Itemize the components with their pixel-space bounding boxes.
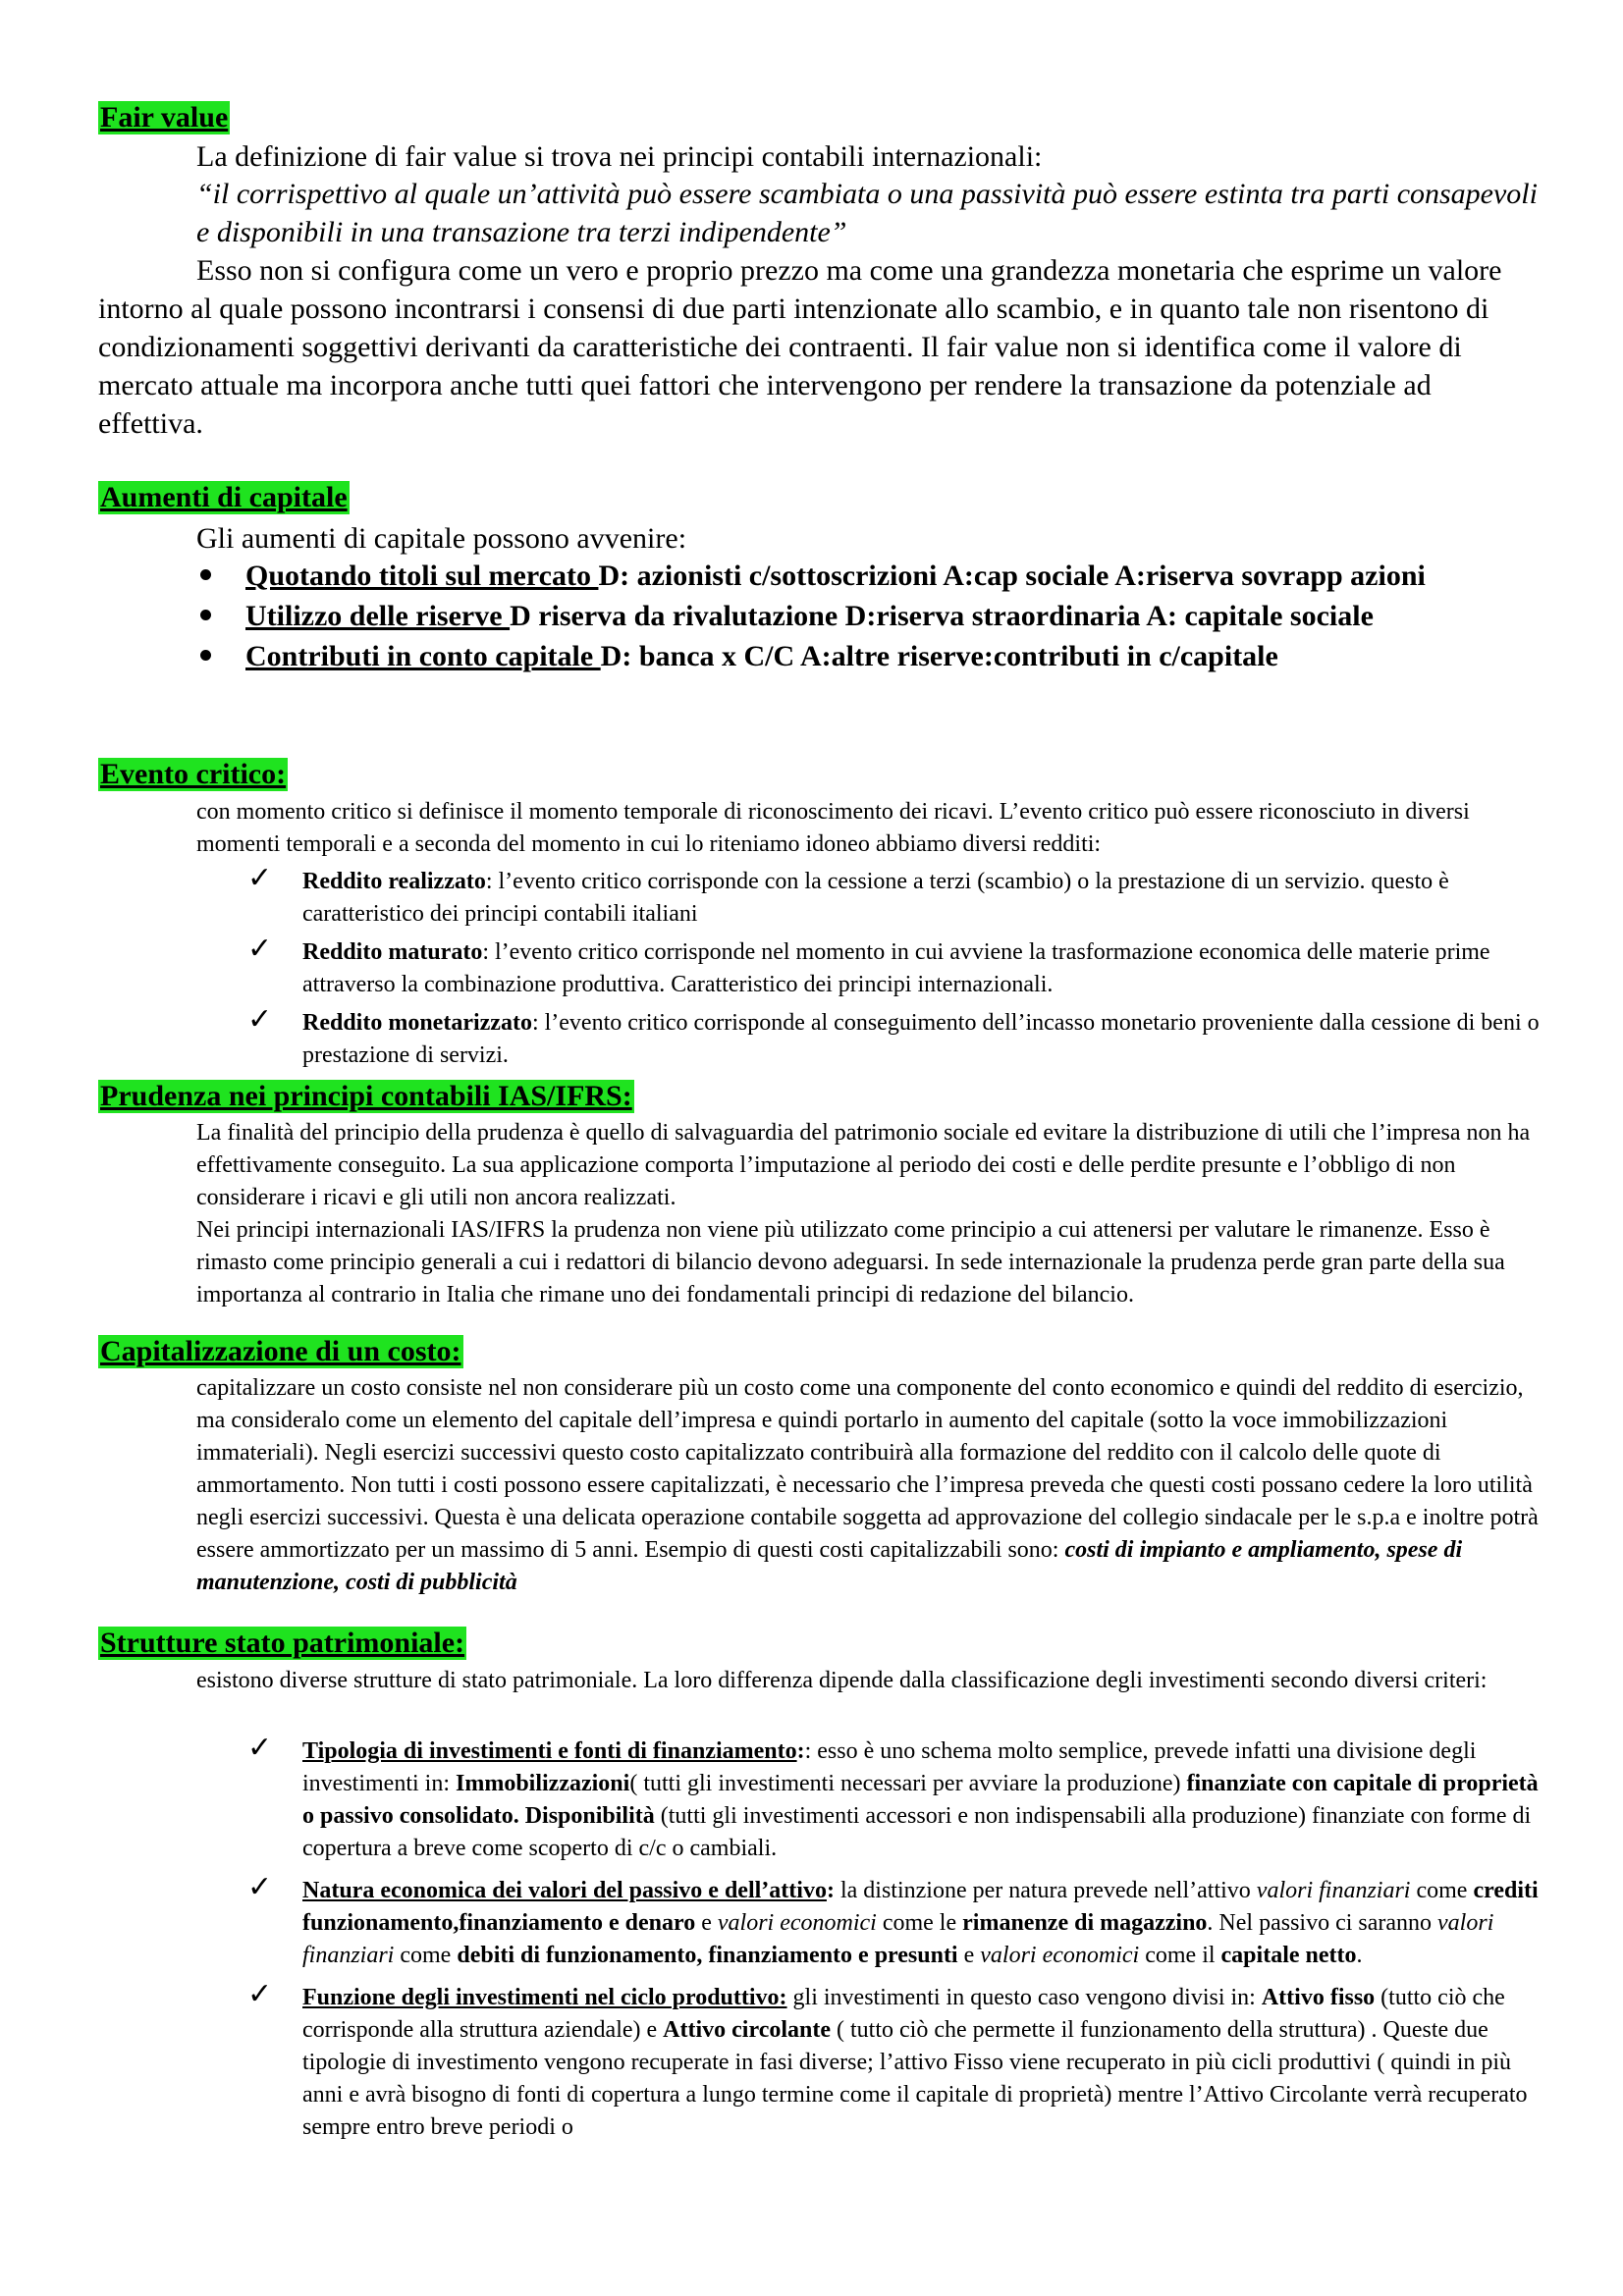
aumenti-intro: Gli aumenti di capitale possono avvenire:: [196, 522, 687, 555]
list-item-text: D riserva da rivalutazione D:riserva straordinaria A: capitale sociale: [510, 600, 1374, 632]
list-item: [196, 596, 1551, 636]
capitalizzazione-examples: costi di impianto e ampliamento, spese di manutenzione, costi di pubblicità: [196, 1537, 1463, 1595]
bold-term: crediti funzionamento,finanziamento e denaro: [302, 1878, 1539, 1936]
fair-value-intro: La definizione di fair value si trova nei principi contabili internazionali:: [196, 140, 1043, 173]
term-text: : l’evento critico corrisponde con la cessione a terzi (scambio) o la prestazione di un servizio. questo è caratteristico dei principi contabili italiani: [302, 869, 1449, 927]
bold-term: rimanenze di magazzino: [962, 1910, 1208, 1936]
evento-list: [245, 861, 1546, 1072]
text: gli investimenti in questo caso vengono divisi in:: [786, 1985, 1262, 2010]
term-text: : l’evento critico corrisponde nel momento in cui avviene la trasformazione economica delle materie prime attraverso la combinazione produttiva. Caratteristico dei principi internazionali.: [302, 939, 1490, 997]
capitalizzazione-body: capitalizzare un costo consiste nel non considerare più un costo come una componente del conto economico e quindi del reddito di esercizio, ma consideralo come un elemento del capitale dell’impresa e quindi portarlo in aumento del capitale (sotto la voce immobilizzazioni immateriali). Negli esercizi successivi questo costo capitalizzato contribuirà alla formazione del reddito con il calcolo delle quote di ammortamento. Non tutti i costi possono essere capitalizzati, è necessario che l’impresa preveda che questi costi possano cedere la loro utilità negli esercizi successivi. Questa è una delicata operazione contabile soggetta ad approvazione del collegio sindacale per le s.p.a e inoltre potrà essere ammortizzato per un massimo di 5 anni. Esempio di questi costi capitalizzabili sono:: [196, 1375, 1539, 1563]
strutture-intro: esistono diverse strutture di stato patrimoniale. La loro differenza dipende dalla classificazione degli investimenti secondo diversi criteri:: [196, 1668, 1488, 1693]
list-item: [196, 636, 1551, 676]
bold-term: Attivo circolante: [663, 2017, 832, 2043]
checkmark-icon: ✓: [247, 861, 273, 895]
item-title: Natura economica dei valori del passivo e dell’attivo: [302, 1878, 827, 1903]
fair-value-quote: “il corrispettivo al quale un’attività può essere scambiata o una passività può essere estinta tra parti consapevoli e disponibili in una transazione tra terzi indipendente”: [196, 178, 1538, 248]
text: come: [394, 1943, 458, 1968]
text: : esso è uno schema molto semplice, prevede infatti una divisione degli investimenti in:: [302, 1738, 1477, 1796]
term: Reddito maturato: [302, 939, 483, 965]
heading-fair-value: Fair value: [100, 101, 229, 133]
text: e: [957, 1943, 981, 1968]
term: Reddito monetarizzato: [302, 1010, 532, 1036]
list-item: ✓ Tipologia di investimenti e fonti di finanziamento:: esso è uno schema molto semplice, prevede infatti una divisione degli investimenti in: Immobilizzazioni( tutti gli investimenti necessari per avviare la produzione) finanziate con capitale di proprietà o passivo consolidato. Disponibilità (tutti gli investimenti accessori e non indispensabili alla produzione) finanziate con forme di copertura a breve come scoperto di c/c o cambiali.: [247, 1731, 1539, 1861]
text: (tutti gli investimenti accessori e non indispensabili alla produzione) finanziate con forme di copertura a breve come scoperto di c/c o cambiali.: [302, 1803, 1532, 1861]
bold-term: Immobilizzazioni: [456, 1771, 630, 1796]
text: come: [1410, 1878, 1474, 1903]
checkmark-icon: ✓: [247, 932, 273, 966]
heading-evento-critico: Evento critico:: [100, 758, 287, 790]
text: come le: [876, 1910, 963, 1936]
prudenza-p2: Nei principi internazionali IAS/IFRS la prudenza non viene più utilizzato come principio a cui attenersi per valutare le rimanenze. Esso è rimasto come principio generali a cui i redattori di bilancio devono adeguarsi. In sede internazionale la prudenza perde gran parte della sua importanza al contrario in Italia che rimane uno dei fondamentali principi di redazione del bilancio.: [196, 1217, 1505, 1308]
list-item-text: D: azionisti c/sottoscrizioni A:cap sociale A:riserva sovrapp azioni: [598, 560, 1426, 592]
text: (tutto ciò che corrisponde alla struttura aziendale) e: [302, 1985, 1505, 2043]
italic-term: valori economici: [980, 1943, 1140, 1968]
checkmark-icon: ✓: [247, 1002, 273, 1037]
text: come il: [1139, 1943, 1221, 1968]
item-title: Funzione degli investimenti nel ciclo produttivo:: [302, 1985, 787, 2010]
fair-value-body: Esso non si configura come un vero e proprio prezzo ma come una grandezza monetaria che esprime un valore intorno al quale possono incontrarsi i consensi di due parti intenzionate allo scambio, e in quanto tale non risentono di condizionamenti soggettivi derivanti da caratteristiche dei contraenti. Il fair value non si identifica come il valore di mercato attuale ma incorpora anche tutti quei fattori che intervengono per rendere la transazione da potenziale ad effettiva.: [98, 254, 1502, 440]
list-item-label: Contributi in conto capitale: [245, 640, 601, 672]
italic-term: valori finanziari: [1256, 1878, 1411, 1903]
list-item: [245, 932, 1546, 1001]
list-item-label: Utilizzo delle riserve: [245, 600, 511, 632]
strutture-list: [245, 1731, 1546, 2144]
list-item: ✓ Natura economica dei valori del passivo e dell’attivo: la distinzione per natura prevede nell’attivo valori finanziari come crediti funzionamento,finanziamento e denaro e valori economici come le rimanenze di magazzino. Nel passivo ci saranno valori finanziari come debiti di funzionamento, finanziamento e presunti e valori economici come il capitale netto.: [247, 1870, 1539, 1968]
italic-term: valori finanziari: [302, 1910, 1494, 1968]
text: ( tutti gli investimenti necessari per avviare la produzione): [629, 1771, 1187, 1796]
bold-term: capitale netto: [1220, 1943, 1357, 1968]
term: Reddito realizzato: [302, 869, 486, 894]
bold-term: Attivo fisso: [1261, 1985, 1376, 2010]
item-title: Tipologia di investimenti e fonti di finanziamento: [302, 1738, 797, 1764]
list-item-text: D: banca x C/C A:altre riserve:contributi in c/capitale: [600, 640, 1278, 672]
capitalizzazione-text: [196, 1372, 1542, 1599]
heading-aumenti-capitale: Aumenti di capitale: [100, 481, 348, 513]
checkmark-icon: ✓: [247, 1870, 273, 1904]
aumenti-list: [196, 556, 1551, 676]
text: .: [1356, 1943, 1363, 1968]
text: . Nel passivo ci saranno: [1207, 1910, 1438, 1936]
checkmark-icon: ✓: [247, 1977, 273, 2011]
text: e: [695, 1910, 718, 1936]
heading-prudenza: Prudenza nei principi contabili IAS/IFRS:: [100, 1080, 632, 1112]
heading-strutture: Strutture stato patrimoniale:: [100, 1627, 465, 1659]
heading-capitalizzazione: Capitalizzazione di un costo:: [100, 1335, 461, 1367]
bold-term: finanziate con capitale di proprietà o passivo consolidato. Disponibilità: [302, 1771, 1539, 1829]
list-item-label: Quotando titoli sul mercato: [245, 560, 599, 592]
evento-intro: con momento critico si definisce il momento temporale di riconoscimento dei ricavi. L’evento critico può essere riconosciuto in diversi momenti temporali e a seconda del momento in cui lo riteniamo idoneo abbiamo diversi redditi:: [196, 799, 1470, 857]
list-item: [245, 1977, 1546, 2144]
text: la distinzione per natura prevede nell’attivo: [834, 1878, 1257, 1903]
prudenza-p1: La finalità del principio della prudenza è quello di salvaguardia del patrimonio sociale ed evitare la distribuzione di utili che l’impresa non ha effettivamente conseguito. La sua applicazione comporta l’imputazione al periodo dei costi e delle perdite presunte e l’obbligo di non considerare i ricavi e gli utili non ancora realizzati.: [196, 1120, 1531, 1210]
bold-term: debiti di funzionamento, finanziamento e presunti: [457, 1943, 958, 1968]
list-item: [196, 556, 1551, 596]
checkmark-icon: ✓: [247, 1731, 273, 1765]
text: ( tutto ciò che permette il funzionamento della struttura) . Queste due tipologie di investimento vengono recuperate in fasi diverse; l’attivo Fisso viene recuperato in più cicli produttivi ( quindi in più anni e avrà bisogno di fonti di copertura a lungo termine come il capitale di proprietà) mentre l’Attivo Circolante verrà recuperato sempre entro breve periodi o: [302, 2017, 1528, 2140]
italic-term: valori economici: [717, 1910, 877, 1936]
list-item: [245, 861, 1546, 931]
list-item: [245, 1002, 1546, 1072]
term-text: : l’evento critico corrisponde al conseguimento dell’incasso monetario proveniente dalla cessione di beni o prestazione di servizi.: [302, 1010, 1540, 1068]
